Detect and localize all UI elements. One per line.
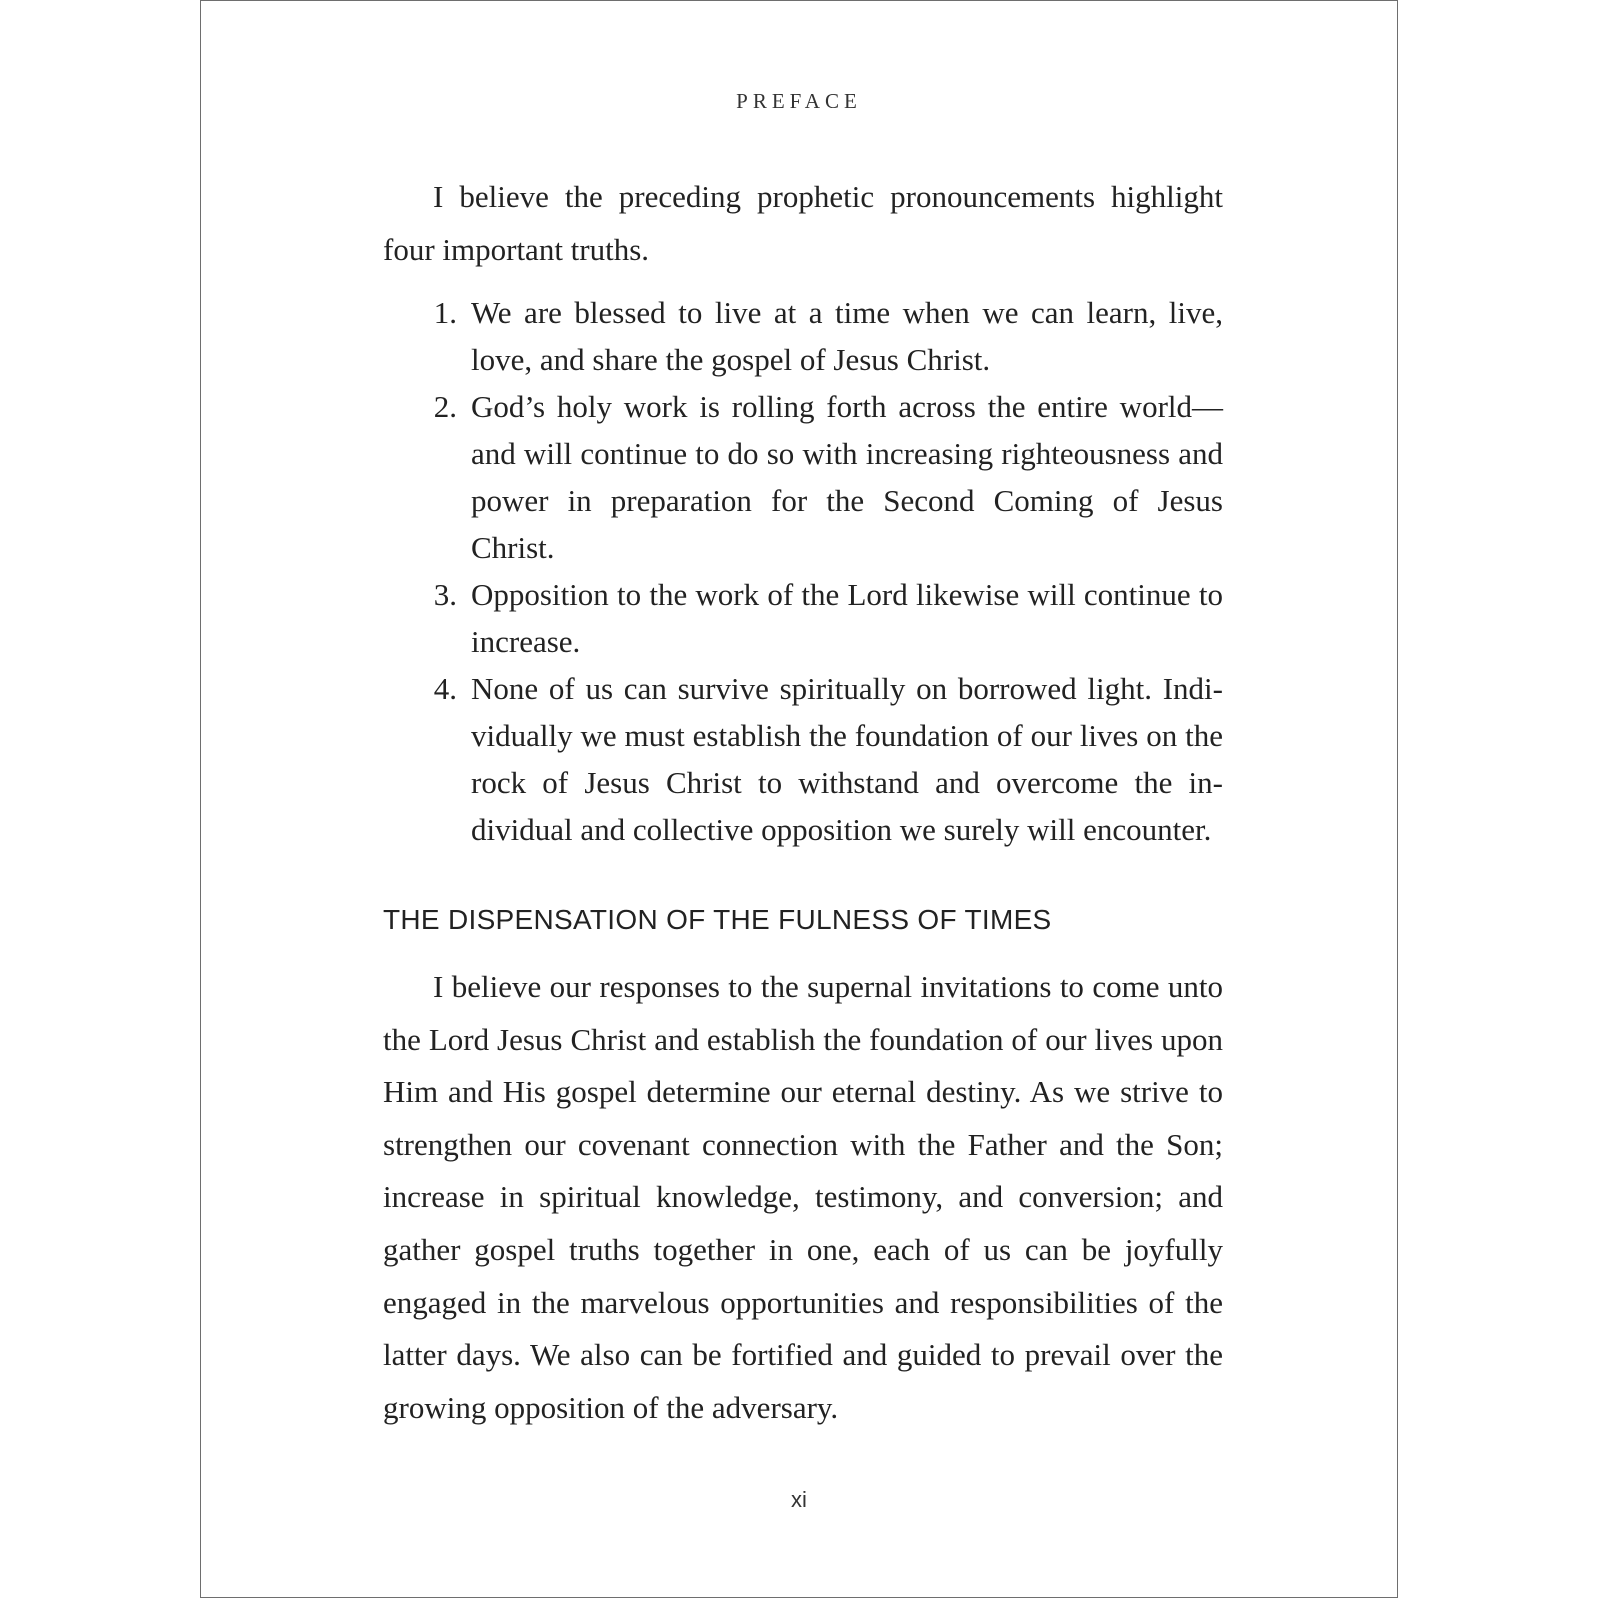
list-item-number: 1.: [433, 295, 457, 330]
page-number: xi: [791, 1487, 807, 1512]
list-item: [383, 571, 1223, 665]
list-item-text: God’s holy work is rolling forth across the entire world—and will continue to do so with increasing righteousness and power in preparation for the Second Coming of Jesus Christ.: [471, 389, 1223, 565]
list-item: [383, 289, 1223, 383]
truths-list: [383, 289, 1223, 853]
list-item-number: 3.: [433, 577, 457, 612]
list-item: [383, 383, 1223, 571]
list-item: [383, 665, 1223, 853]
intro-paragraph: I believe the preceding prophetic pronouncements highlight four important truths.: [383, 179, 1223, 267]
list-item-number: 2.: [433, 389, 457, 424]
list-item-text: Opposition to the work of the Lord likewise will continue to increase.: [471, 577, 1223, 659]
book-page: [200, 0, 1398, 1598]
running-head: PREFACE: [736, 89, 862, 113]
section-paragraph-block: [383, 961, 1223, 1434]
section-paragraph: I believe our responses to the supernal invitations to come unto the Lord Jesus Christ and establish the foundation of our lives upon Him and His gospel determine our eternal destiny. As we strive to strengthen our covenant connection with the Father and the Son; increase in spiritual knowledge, testimony, and conversion; and gather gospel truths together in one, each of us can be joyfully engaged in the marvelous opportunities and responsibilities of the latter days. We also can be fortified and guided to prevail over the growing opposition of the adversary.: [383, 969, 1223, 1425]
list-item-text: We are blessed to live at a time when we can learn, live, love, and share the gospel of Jesus Christ.: [471, 295, 1223, 377]
list-item-number: 4.: [433, 671, 457, 706]
intro-paragraph-block: [383, 171, 1223, 276]
list-item-text: None of us can survive spiritually on borrowed light. Individually we must establish the foundation of our lives on the rock of Jesus Christ to withstand and overcome the individual and collective opposition we surely will encounter.: [471, 671, 1223, 847]
section-heading: THE DISPENSATION OF THE FULNESS OF TIMES: [383, 904, 1052, 935]
